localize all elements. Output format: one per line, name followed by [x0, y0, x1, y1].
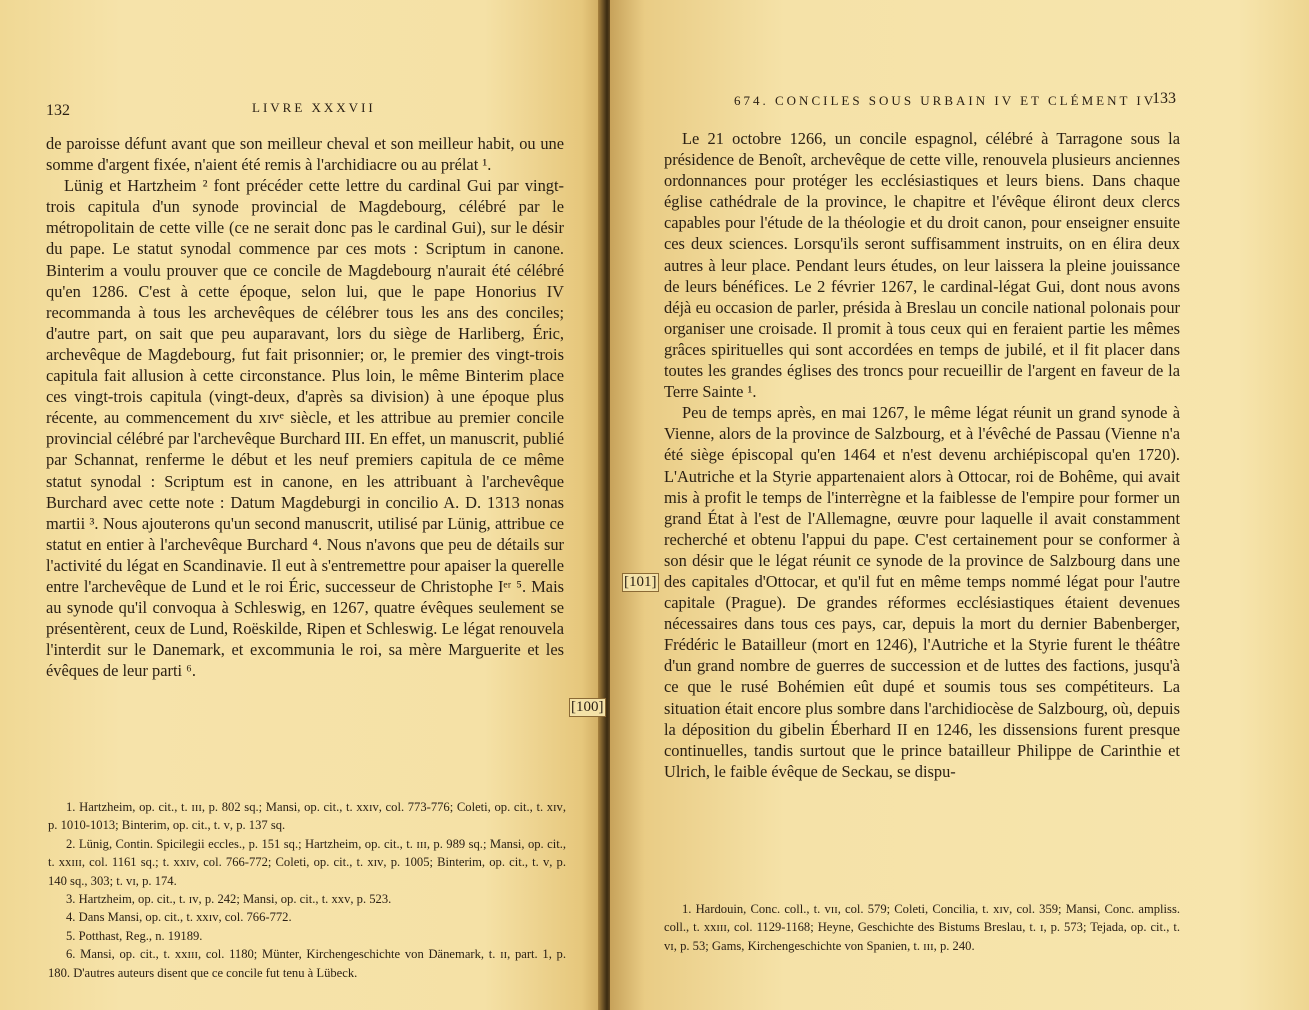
left-page — [0, 0, 606, 1010]
running-head: 674. CONCILES SOUS URBAIN IV ET CLÉMENT IV — [734, 93, 1157, 108]
footnotes — [664, 900, 1180, 955]
footnote: 3. Hartzheim, op. cit., t. ɪᴠ, p. 242; Mansi, op. cit., t. xxᴠ, p. 523. — [66, 892, 392, 907]
right-page — [610, 0, 1309, 1010]
footnote: 1. Hartzheim, op. cit., t. ɪɪɪ, p. 802 sq.; Mansi, op. cit., t. xxɪᴠ, col. 773-776; Coleti, op. cit., t. xɪᴠ, p. 1010-1013; Binterim, op. cit., t. ᴠ, p. 137 sq. — [48, 800, 566, 833]
paragraph: Le 21 octobre 1266, un concile espagnol, célébré à Tarragone sous la présidence de Benoît, archevêque de cette ville, renouvela plusieurs anciennes ordonnances pour protéger les ecclésiastiques et leurs biens. Dans chaque église cathédrale de la province, le chapitre et l'évêque éliront deux clercs capables pour l'étude de la théologie et du droit canon, pour enseigner ensuite ces deux sciences. Lorsqu'ils seront suffisamment instruits, on en élira deux autres à leur place. Pendant leurs études, on leur laissera la pleine jouissance de leurs bénéfices. Le 2 février 1267, le cardinal-légat Gui, dont nous avons déjà eu occasion de parler, présida à Breslau un concile national polonais pour organiser une croisade. Il promit à tous ceux qui en feraient partie les mêmes grâces spirituelles qui sont accordées en temps de jubilé, et il fit placer dans toutes les grandes églises des troncs pour recueillir de l'argent en faveur de la Terre Sainte ¹. — [664, 129, 1180, 402]
running-head: LIVRE XXXVII — [252, 100, 376, 115]
paragraph: de paroisse défunt avant que son meilleur cheval et son meilleur habit, ou une somme d'argent fixée, n'aient été remis à l'archidiacre ou au prélat ¹. — [46, 134, 564, 175]
main-text — [664, 128, 1180, 782]
margin-reference: [101] — [624, 574, 657, 590]
main-text — [46, 133, 564, 681]
footnote: 6. Mansi, op. cit., t. xxɪɪɪ, col. 1180; Münter, Kirchengeschichte von Dänemark, t. ɪɪ, part. 1, p. 180. D'autres auteurs disent que ce concile fut tenu à Lübeck. — [48, 947, 566, 980]
page-number: 132 — [46, 102, 70, 119]
footnote: 2. Lünig, Contin. Spicilegii eccles., p. 151 sq.; Hartzheim, op. cit., t. ɪɪɪ, p. 989 sq.; Mansi, op. cit., t. xxɪɪɪ, col. 1161 sq.; t. xxɪᴠ, col. 766-772; Coleti, op. cit., t. xɪᴠ, p. 1005; Binterim, op. cit., t. ᴠ, p. 140 sq., 303; t. ᴠɪ, p. 174. — [48, 836, 566, 888]
footnote: 1. Hardouin, Conc. coll., t. ᴠɪɪ, col. 579; Coleti, Concilia, t. xɪᴠ, col. 359; Mansi, Conc. ampliss. coll., t. xxɪɪɪ, col. 1129-1168; Heyne, Geschichte des Bistums Breslau, t. ɪ, p. 573; Tejada, op. cit., t. ᴠɪ, p. 53; Gams, Kirchengeschichte von Spanien, t. ɪɪɪ, p. 240. — [664, 902, 1180, 953]
paragraph: Lünig et Hartzheim ² font précéder cette lettre du cardinal Gui par vingt-trois capitula d'un synode provincial de Magdebourg, célébré par le métropolitain de cette ville (ce ne serait donc pas le cardinal Gui), sur le désir du pape. Le statut synodal commence par ces mots : Scriptum in canone. Binterim a voulu prouver que ce concile de Magdebourg n'aurait été célébré qu'en 1286. C'est à cette époque, selon lui, que le pape Honorius IV recommanda à tous les archevêques de célébrer tous les ans des conciles; d'autre part, on sait que peu auparavant, lors du siège de Harliberg, Éric, archevêque de Magdebourg, fut fait prisonnier; or, le premier des vingt-trois capitula fait allusion à cette circonstance. Plus loin, le même Binterim place ces vingt-trois capitula (vingt-deux, d'après sa division) à une époque plus récente, au commencement du xɪᴠᵉ siècle, et les attribue au premier concile provincial célébré par l'archevêque Burchard III. En effet, un manuscrit, publié par Schannat, renferme le début et les neuf premiers capitula de ce même statut synodal : Scriptum est in canone, en les attribuant à l'archevêque Burchard avec cette note : Datum Magdeburgi in concilio A. D. 1313 nonas martii ³. Nous ajouterons qu'un second manuscrit, utilisé par Lünig, attribue ce statut en entier à l'archevêque Burchard ⁴. Nous n'avons que peu de détails sur l'activité du légat en Scandinavie. Il eut à s'entremettre pour apaiser la querelle entre l'archevêque de Lund et le roi Éric, successeur de Christophe Iᵉʳ ⁵. Mais au synode qu'il convoqua à Schleswig, en 1267, quatre évêques seulement se présentèrent, ceux de Lund, Roëskilde, Ripen et Schleswig. Le légat renouvela l'interdit sur le Danemark, et excommunia le roi, sa mère Marguerite et les évêques de leur parti ⁶. — [46, 176, 564, 681]
footnotes — [48, 798, 566, 982]
margin-reference: [100] — [571, 699, 604, 715]
paragraph: Peu de temps après, en mai 1267, le même légat réunit un grand synode à Vienne, alors de la province de Salzbourg, et à l'évêché de Passau (Vienne n'a été siège épiscopal qu'en 1464 et n'est devenu archiépiscopal qu'en 1720). L'Autriche et la Styrie appartenaient alors à Ottocar, roi de Bohême, qui avait mis à profit le temps de l'interrègne et la faiblesse de l'empire pour former un grand État à l'est de l'Allemagne, œuvre pour laquelle il avait constamment recherché et obtenu l'appui du pape. C'est certainement pour se conformer à son désir que le légat réunit ce synode de la province de Salzbourg dans une des capitales d'Ottocar, et qu'il fut en même temps nommé légat pour l'autre capitale (Prague). De grandes réformes ecclésiastiques étaient devenues nécessaires dans tous ces pays, car, depuis la mort du dernier Babenberger, Frédéric le Batailleur (mort en 1246), l'Autriche et la Styrie furent le théâtre d'un grand nombre de guerres de succession et de luttes des factions, jusqu'à ce que le rusé Bohémien eût dupé et soumis tous ses compétiteurs. La situation était encore plus sombre dans l'archidiocèse de Salzbourg, où, depuis la déposition du gibelin Éberhard II en 1246, les dissensions furent presque continuelles, tandis surtout que le prince batailleur Philippe de Carinthie et Ulrich, le faible évêque de Seckau, se dispu- — [664, 403, 1180, 781]
footnote: 4. Dans Mansi, op. cit., t. xxɪᴠ, col. 766-772. — [66, 910, 292, 925]
page-number: 133 — [1152, 90, 1176, 107]
footnote: 5. Potthast, Reg., n. 19189. — [66, 928, 203, 943]
